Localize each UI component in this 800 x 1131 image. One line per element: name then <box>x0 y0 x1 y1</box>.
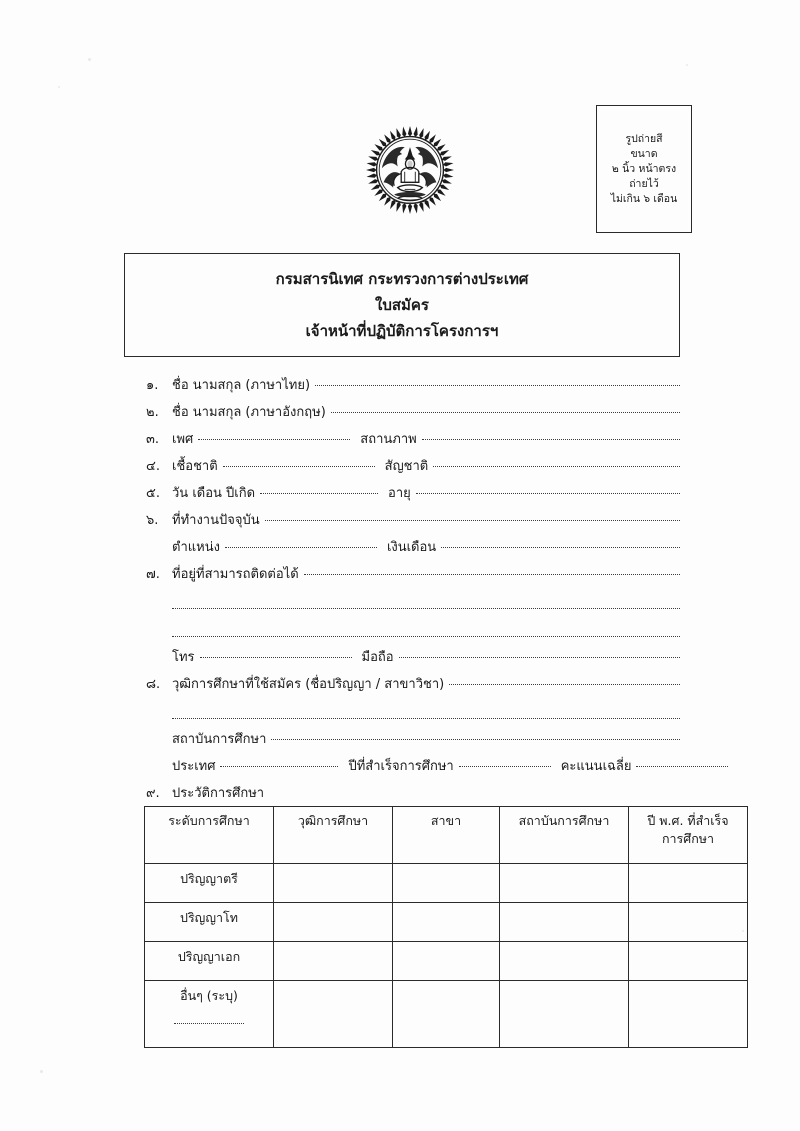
form-row-institution <box>146 728 680 755</box>
field-label: ชื่อ นามสกุล (ภาษาอังกฤษ) <box>172 405 326 420</box>
row-level-other-input[interactable] <box>174 1022 244 1024</box>
phone-input[interactable] <box>200 657 352 658</box>
cell-graduation-year[interactable] <box>629 903 748 942</box>
marital-status-input[interactable] <box>422 439 680 440</box>
item-number: ๒. <box>146 405 159 420</box>
country-input[interactable] <box>220 766 338 767</box>
field-label-secondary: อายุ <box>388 486 411 501</box>
field-label-secondary: สัญชาติ <box>384 459 429 474</box>
field-label: สถาบันการศึกษา <box>172 732 267 747</box>
form-row-position-salary <box>146 536 680 563</box>
cell-graduation-year[interactable] <box>629 981 748 1048</box>
field-label-tertiary: คะแนนเฉลี่ย <box>560 759 632 774</box>
applied-degree-input[interactable] <box>449 684 680 685</box>
row-level-other[interactable] <box>145 981 274 1048</box>
cell-institution[interactable] <box>500 981 629 1048</box>
institution-input[interactable] <box>271 739 680 740</box>
field-label: ที่ทำงานปัจจุบัน <box>172 513 260 528</box>
form-type-title: ใบสมัคร <box>375 296 429 314</box>
cell-major[interactable] <box>393 981 500 1048</box>
cell-degree[interactable] <box>274 903 393 942</box>
row-level-other-label: อื่นๆ (ระบุ) <box>180 988 238 1003</box>
applied-degree-input-line2[interactable] <box>172 691 680 719</box>
graduation-year-input[interactable] <box>459 766 551 767</box>
photo-requirement-box <box>596 105 692 233</box>
mobile-input[interactable] <box>399 657 680 658</box>
scan-speck <box>58 86 60 88</box>
field-label: ที่อยู่ที่สามารถติดต่อได้ <box>172 567 299 582</box>
cell-institution[interactable] <box>500 903 629 942</box>
photo-line-4: ถ่ายไว้ <box>629 178 659 191</box>
ministry-seal-emblem <box>366 116 454 224</box>
cell-major[interactable] <box>393 942 500 981</box>
row-level-bachelor: ปริญญาตรี <box>145 864 274 903</box>
contact-address-input[interactable] <box>304 574 680 575</box>
col-header-institution: สถาบันการศึกษา <box>500 807 629 864</box>
field-label: วัน เดือน ปีเกิด <box>172 486 256 501</box>
photo-line-3: ๒ นิ้ว หน้าตรง <box>611 162 677 175</box>
form-fields <box>146 374 680 809</box>
field-label-secondary: สถานภาพ <box>360 432 417 447</box>
field-label-secondary: มือถือ <box>361 650 394 665</box>
table-row <box>145 903 748 942</box>
row-level-doctorate: ปริญญาเอก <box>145 942 274 981</box>
form-row-country-year-gpa <box>146 755 680 782</box>
col-header-graduation-year <box>629 807 748 864</box>
salary-input[interactable] <box>441 547 680 548</box>
form-row-gender-status <box>146 428 680 455</box>
cell-institution[interactable] <box>500 942 629 981</box>
scan-speck <box>686 64 688 66</box>
cell-graduation-year[interactable] <box>629 864 748 903</box>
row-level-master: ปริญญาโท <box>145 903 274 942</box>
field-label: ชื่อ นามสกุล (ภาษาไทย) <box>172 378 311 393</box>
item-number: ๔. <box>146 459 160 474</box>
form-row-ethnicity-nationality <box>146 455 680 482</box>
birthdate-input[interactable] <box>260 493 378 494</box>
field-label-secondary: ปีที่สำเร็จการศึกษา <box>348 759 454 774</box>
photo-line-5: ไม่เกิน ๖ เดือน <box>610 193 678 206</box>
table-header-row <box>145 807 748 864</box>
cell-degree[interactable] <box>274 864 393 903</box>
form-row-phone-mobile <box>146 646 680 673</box>
item-number: ๙. <box>146 786 160 801</box>
item-number: ๕. <box>146 486 160 501</box>
form-row-education-history-heading <box>146 782 680 809</box>
form-row-name-english <box>146 401 680 428</box>
organization-name: กรมสารนิเทศ กระทรวงการต่างประเทศ <box>275 270 529 288</box>
photo-line-1: รูปถ่ายสี <box>625 132 663 145</box>
education-history-table <box>144 806 748 1048</box>
col-header-level: ระดับการศึกษา <box>145 807 274 864</box>
field-label: เชื้อชาติ <box>172 459 218 474</box>
current-workplace-input[interactable] <box>265 520 680 521</box>
item-number: ๖. <box>146 513 159 528</box>
scan-speck <box>88 58 91 61</box>
form-row-current-workplace <box>146 509 680 536</box>
cell-major[interactable] <box>393 864 500 903</box>
photo-line-2: ขนาด <box>630 147 658 160</box>
field-label: ประวัติการศึกษา <box>172 786 265 801</box>
gender-input[interactable] <box>198 439 350 440</box>
cell-graduation-year[interactable] <box>629 942 748 981</box>
age-input[interactable] <box>416 493 680 494</box>
field-label: วุฒิการศึกษาที่ใช้สมัคร (ชื่อปริญญา / สาขาวิชา) <box>172 677 445 692</box>
contact-address-input-line2[interactable] <box>172 581 680 609</box>
form-row-name-thai <box>146 374 680 401</box>
nationality-input[interactable] <box>433 466 680 467</box>
col-header-graduation-year-line2: การศึกษา <box>661 831 715 847</box>
cell-major[interactable] <box>393 903 500 942</box>
position-title: เจ้าหน้าที่ปฏิบัติการโครงการฯ <box>305 322 499 340</box>
scan-speck <box>40 1070 43 1073</box>
table-row <box>145 864 748 903</box>
cell-degree[interactable] <box>274 981 393 1048</box>
contact-address-input-line3[interactable] <box>172 609 680 637</box>
col-header-degree: วุฒิการศึกษา <box>274 807 393 864</box>
form-title-box <box>124 253 680 357</box>
position-input[interactable] <box>225 547 377 548</box>
name-english-input[interactable] <box>331 412 680 413</box>
item-number: ๓. <box>146 432 160 447</box>
cell-institution[interactable] <box>500 864 629 903</box>
field-label: โทร <box>172 650 195 665</box>
item-number: ๘. <box>146 677 161 692</box>
item-number: ๑. <box>146 378 159 393</box>
form-row-birthdate-age <box>146 482 680 509</box>
field-label: ตำแหน่ง <box>172 540 220 555</box>
field-label: เพศ <box>172 432 194 447</box>
field-label: ประเทศ <box>172 759 216 774</box>
field-label-secondary: เงินเดือน <box>386 540 437 555</box>
cell-degree[interactable] <box>274 942 393 981</box>
table-row <box>145 981 748 1048</box>
col-header-graduation-year-line1: ปี พ.ศ. ที่สำเร็จ <box>647 813 729 828</box>
gpa-input[interactable] <box>636 766 728 767</box>
table-row <box>145 942 748 981</box>
item-number: ๗. <box>146 567 160 582</box>
ethnicity-input[interactable] <box>223 466 375 467</box>
name-thai-input[interactable] <box>315 385 680 386</box>
col-header-major: สาขา <box>393 807 500 864</box>
